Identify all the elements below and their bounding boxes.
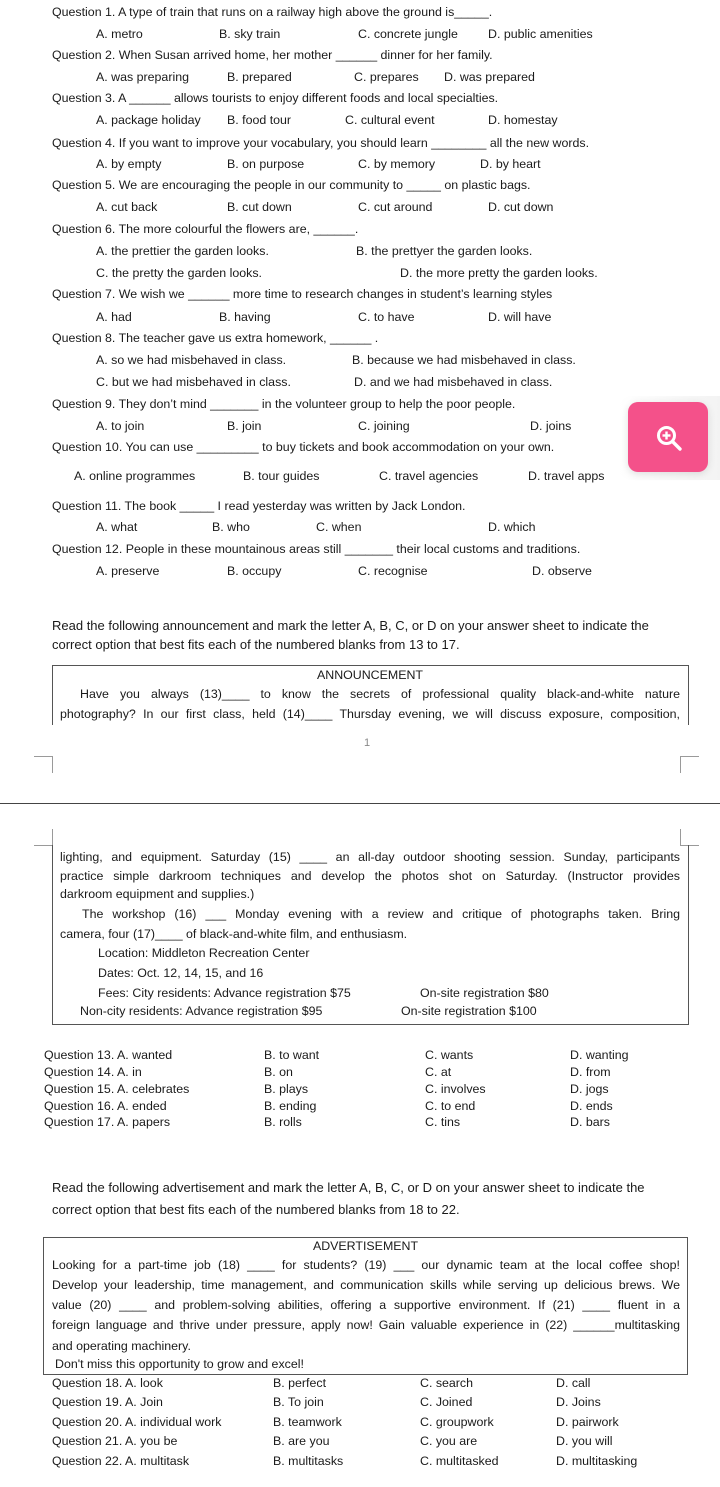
announcement-fees-noncity-onsite: On-site registration $100	[401, 1004, 537, 1018]
question-9-stem: Question 9. They don’t mind _______ in the volunteer group to help the poor people.	[52, 397, 516, 411]
question-6-option-d: D. the more pretty the garden looks.	[400, 266, 598, 280]
question-6-option-a: A. the prettier the garden looks.	[96, 244, 269, 258]
question-1-option-b: B. sky train	[219, 27, 281, 41]
question-21-option-c: C. you are	[420, 1434, 478, 1448]
question-2-option-d: D. was prepared	[444, 70, 535, 84]
question-5-option-a: A. cut back	[96, 200, 158, 214]
question-13-option-d: D. wanting	[570, 1048, 629, 1062]
question-8-option-b: B. because we had misbehaved in class.	[352, 353, 576, 367]
question-19-option-c: C. Joined	[420, 1395, 473, 1409]
announcement-line-6: The workshop (16) ___ Monday evening with a review and critique of photographs taken. Bring	[82, 907, 680, 921]
question-1-stem: Question 1. A type of train that runs on a railway high above the ground is_____.	[52, 5, 493, 19]
question-20-label: Question 20. A. individual work	[52, 1415, 222, 1429]
question-15-label: Question 15. A. celebrates	[44, 1082, 190, 1096]
advertisement-line-1: Looking for a part-time job (18) ____ for students? (19) ___ our dynamic team at the local coffee shop!	[52, 1258, 680, 1272]
question-9-option-b: B. join	[227, 419, 262, 433]
question-13-option-c: C. wants	[425, 1048, 474, 1062]
question-18-option-b: B. perfect	[273, 1376, 327, 1390]
page-number: 1	[364, 737, 371, 749]
announcement-line-7: camera, four (17)____ of black-and-white film, and enthusiasm.	[60, 927, 408, 941]
question-14-option-c: C. at	[425, 1065, 452, 1079]
question-14-option-d: D. from	[570, 1065, 611, 1079]
crop-mark-bottom-left	[34, 829, 53, 846]
question-5-stem: Question 5. We are encouraging the people in our community to _____ on plastic bags.	[52, 178, 531, 192]
question-7-option-b: B. having	[219, 310, 271, 324]
question-12-option-d: D. observe	[532, 564, 592, 578]
page-divider	[0, 803, 720, 804]
question-8-option-c: C. but we had misbehaved in class.	[96, 375, 291, 389]
question-4-option-a: A. by empty	[96, 157, 162, 171]
question-7-option-a: A. had	[96, 310, 132, 324]
question-9-option-a: A. to join	[96, 419, 145, 433]
question-7-stem: Question 7. We wish we ______ more time to research changes in student’s learning styles	[52, 287, 553, 301]
advertisement-title: ADVERTISEMENT	[312, 1239, 419, 1253]
question-12-stem: Question 12. People in these mountainous areas still _______ their local customs and traditions.	[52, 542, 581, 556]
question-15-option-d: D. jogs	[570, 1082, 609, 1096]
question-4-option-c: C. by memory	[358, 157, 436, 171]
question-5-option-b: B. cut down	[227, 200, 292, 214]
question-17-option-d: D. bars	[570, 1115, 610, 1129]
announcement-line-1: Have you always (13)____ to know the secrets of professional quality black-and-white nature	[80, 687, 680, 701]
announcement-title: ANNOUNCEMENT	[316, 668, 423, 682]
question-14-option-b: B. on	[264, 1065, 293, 1079]
question-3-option-c: C. cultural event	[345, 113, 435, 127]
question-17-option-b: B. rolls	[264, 1115, 302, 1129]
question-10-stem: Question 10. You can use _________ to buy tickets and book accommodation on your own.	[52, 440, 555, 454]
question-3-stem: Question 3. A ______ allows tourists to enjoy different foods and local specialties.	[52, 91, 499, 105]
announcement-location: Location: Middleton Recreation Center	[98, 946, 310, 960]
question-10-option-d: D. travel apps	[528, 469, 605, 483]
question-10-option-a: A. online programmes	[74, 469, 196, 483]
question-3-option-d: D. homestay	[488, 113, 558, 127]
question-8-option-d: D. and we had misbehaved in class.	[354, 375, 553, 389]
question-4-option-b: B. on purpose	[227, 157, 305, 171]
question-9-option-d: D. joins	[530, 419, 572, 433]
crop-mark-top-left	[34, 756, 53, 773]
question-20-option-b: B. teamwork	[273, 1415, 342, 1429]
question-16-label: Question 16. A. ended	[44, 1099, 167, 1113]
zoom-in-icon	[655, 424, 683, 452]
question-20-option-c: C. groupwork	[420, 1415, 494, 1429]
question-11-option-c: C. when	[316, 520, 362, 534]
question-16-option-c: C. to end	[425, 1099, 476, 1113]
question-11-option-b: B. who	[212, 520, 250, 534]
question-15-option-b: B. plays	[264, 1082, 309, 1096]
question-16-option-b: B. ending	[264, 1099, 317, 1113]
question-10-option-b: B. tour guides	[243, 469, 320, 483]
question-2-option-a: A. was preparing	[96, 70, 189, 84]
question-12-option-b: B. occupy	[227, 564, 282, 578]
question-11-option-a: A. what	[96, 520, 138, 534]
instructions-18-22-line-1: Read the following advertisement and mark the letter A, B, C, or D on your answer sheet to indicate the	[52, 1180, 645, 1195]
question-3-option-b: B. food tour	[227, 113, 292, 127]
question-20-option-d: D. pairwork	[556, 1415, 619, 1429]
question-1-option-d: D. public amenities	[488, 27, 593, 41]
question-8-option-a: A. so we had misbehaved in class.	[96, 353, 287, 367]
question-1-option-a: A. metro	[96, 27, 143, 41]
question-2-stem: Question 2. When Susan arrived home, her mother ______ dinner for her family.	[52, 48, 493, 62]
instructions-18-22-line-2: correct option that best fits each of the numbered blanks from 18 to 22.	[52, 1202, 460, 1217]
announcement-line-2: photography? In our first class, held (14)____ Thursday evening, we will discuss exposure, composition,	[60, 707, 680, 721]
question-22-option-d: D. multitasking	[556, 1454, 638, 1468]
question-22-option-b: B. multitasks	[273, 1454, 344, 1468]
advertisement-line-2: Develop your leadership, time management, and communication skills while serving up delicious brews. We	[52, 1278, 680, 1292]
question-4-stem: Question 4. If you want to improve your vocabulary, you should learn ________ all the new words.	[52, 136, 590, 150]
advertisement-line-5: and operating machinery.	[52, 1339, 191, 1353]
question-18-option-d: D. call	[556, 1376, 591, 1390]
announcement-line-3: lighting, and equipment. Saturday (15) ____ an all-day outdoor shooting session. Sunday, participants	[60, 850, 680, 864]
instructions-13-17-line-2: correct option that best fits each of the numbered blanks from 13 to 17.	[52, 637, 460, 652]
question-7-option-c: C. to have	[358, 310, 415, 324]
question-7-option-d: D. will have	[488, 310, 552, 324]
announcement-fees-noncity: Non-city residents: Advance registration $95	[80, 1004, 323, 1018]
question-2-option-c: C. prepares	[354, 70, 419, 84]
question-21-label: Question 21. A. you be	[52, 1434, 178, 1448]
question-21-option-b: B. are you	[273, 1434, 330, 1448]
announcement-fees-city-onsite: On-site registration $80	[420, 986, 549, 1000]
question-10-option-c: C. travel agencies	[379, 469, 479, 483]
question-6-option-c: C. the pretty the garden looks.	[96, 266, 262, 280]
question-1-option-c: C. concrete jungle	[358, 27, 458, 41]
question-3-option-a: A. package holiday	[96, 113, 201, 127]
announcement-line-5: darkroom equipment and supplies.)	[60, 887, 255, 901]
advertisement-closing: Don't miss this opportunity to grow and excel!	[55, 1357, 304, 1371]
question-22-option-c: C. multitasked	[420, 1454, 499, 1468]
question-19-option-d: D. Joins	[556, 1395, 601, 1409]
question-2-option-b: B. prepared	[227, 70, 292, 84]
question-11-option-d: D. which	[488, 520, 536, 534]
question-14-label: Question 14. A. in	[44, 1065, 142, 1079]
question-12-option-c: C. recognise	[358, 564, 428, 578]
question-9-option-c: C. joining	[358, 419, 410, 433]
announcement-fees-city: Fees: City residents: Advance registration $75	[98, 986, 351, 1000]
question-13-option-b: B. to want	[264, 1048, 320, 1062]
announcement-dates: Dates: Oct. 12, 14, 15, and 16	[98, 966, 264, 980]
question-18-label: Question 18. A. look	[52, 1376, 163, 1390]
question-19-option-b: B. To join	[273, 1395, 324, 1409]
question-21-option-d: D. you will	[556, 1434, 613, 1448]
question-12-option-a: A. preserve	[96, 564, 160, 578]
question-6-stem: Question 6. The more colourful the flowers are, ______.	[52, 222, 359, 236]
question-16-option-d: D. ends	[570, 1099, 613, 1113]
question-8-stem: Question 8. The teacher gave us extra homework, ______ .	[52, 331, 379, 345]
question-22-label: Question 22. A. multitask	[52, 1454, 190, 1468]
zoom-in-button[interactable]	[628, 402, 708, 472]
announcement-line-4: practice simple darkroom techniques and develop the photos shot on Saturday. (Instructor provides	[60, 869, 680, 883]
advertisement-line-4: foreign language and thrive under pressure, apply now! Gain valuable experience in (22) ______multitasking	[52, 1318, 680, 1332]
question-15-option-c: C. involves	[425, 1082, 486, 1096]
question-18-option-c: C. search	[420, 1376, 474, 1390]
advertisement-line-3: value (20) ____ and problem-solving abilities, offering a supportive environment. If (21) ____ fluent in a	[52, 1298, 680, 1312]
question-17-label: Question 17. A. papers	[44, 1115, 171, 1129]
crop-mark-top-right	[680, 756, 699, 773]
question-4-option-d: D. by heart	[480, 157, 541, 171]
question-13-label: Question 13. A. wanted	[44, 1048, 173, 1062]
question-11-stem: Question 11. The book _____ I read yesterday was written by Jack London.	[52, 499, 466, 513]
question-5-option-d: D. cut down	[488, 200, 554, 214]
question-5-option-c: C. cut around	[358, 200, 433, 214]
question-17-option-c: C. tins	[425, 1115, 461, 1129]
crop-mark-bottom-right	[680, 829, 699, 846]
question-19-label: Question 19. A. Join	[52, 1395, 163, 1409]
question-6-option-b: B. the prettyer the garden looks.	[356, 244, 533, 258]
instructions-13-17-line-1: Read the following announcement and mark the letter A, B, C, or D on your answer sheet to indicate the	[52, 618, 649, 633]
